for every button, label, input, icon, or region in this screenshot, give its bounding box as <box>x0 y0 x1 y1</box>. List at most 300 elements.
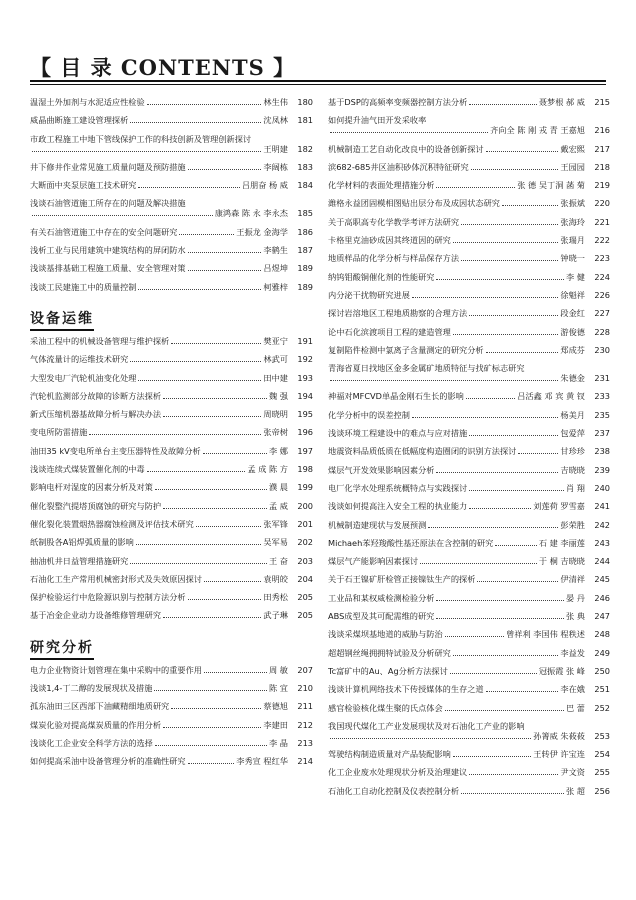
toc-author: 孟 成 陈 方 <box>247 464 288 475</box>
toc-entry-title: 浅谈环境工程建设中的难点与应对措施 <box>328 428 468 439</box>
toc-entry <box>328 574 610 584</box>
toc-entry-title: 浅谈工民建施工中的质量控制 <box>30 281 137 292</box>
toc-entry <box>30 482 313 492</box>
toc-author: 李 娜 <box>269 445 288 456</box>
toc-author: 蔡德旭 <box>263 701 288 712</box>
toc-author: 康鸿森 陈 永 李永杰 <box>214 208 288 219</box>
toc-page-number: 205 <box>297 610 313 621</box>
toc-author: 巴 蕾 <box>566 702 585 713</box>
toc-page-number: 213 <box>297 737 313 748</box>
dot-leader <box>179 234 234 235</box>
toc-author: 游俊德 <box>560 326 585 337</box>
toc-author: 孙箐威 朱莜莜 <box>533 730 585 741</box>
section-research <box>30 629 313 665</box>
toc-entry <box>30 701 313 711</box>
toc-page-number: 242 <box>594 519 610 530</box>
dot-leader <box>469 315 558 316</box>
toc-entry-title: 探讨岩溶地区工程地质勘察的合理方法 <box>328 308 468 319</box>
section-heading-research: 研究分析 <box>30 637 94 660</box>
dot-leader <box>450 673 537 674</box>
toc-entry <box>328 520 610 530</box>
toc-author: 孟 威 <box>269 500 288 511</box>
toc-author: 杨美月 <box>560 409 585 420</box>
toc-page-number: 189 <box>297 281 313 292</box>
toc-page-number: 240 <box>594 482 610 493</box>
toc-entry <box>328 593 610 603</box>
toc-entry-continuation <box>30 208 313 218</box>
dot-leader <box>486 151 559 152</box>
toc-page-number: 223 <box>594 253 610 264</box>
toc-author: 魏 强 <box>269 390 288 401</box>
toc-author: 戴宏熙 <box>560 143 585 154</box>
toc-entry <box>328 501 610 511</box>
toc-entry <box>328 115 610 125</box>
toc-page-number: 237 <box>594 428 610 439</box>
toc-entry <box>328 446 610 456</box>
toc-author: 田秀松 <box>263 592 288 603</box>
toc-author: 陈 宜 <box>269 683 288 694</box>
toc-author: 李 健 <box>566 271 585 282</box>
toc-page-number: 211 <box>297 701 313 712</box>
toc-author: 袁明皎 <box>263 573 288 584</box>
dot-leader <box>428 527 558 528</box>
toc-entry <box>328 290 610 300</box>
dot-leader <box>436 618 564 619</box>
toc-author: 李鹤生 <box>263 245 288 256</box>
toc-page-number: 244 <box>594 556 610 567</box>
dot-leader <box>453 655 559 656</box>
toc-author: 王明建 <box>263 143 288 154</box>
toc-entry-title: 如何提升油气田开发采收率 <box>328 115 427 126</box>
toc-entry <box>328 327 610 337</box>
toc-page-number: 202 <box>297 537 313 548</box>
dot-leader <box>436 279 564 280</box>
toc-author: 吕活鑫 邓 宾 黄 钗 <box>517 391 585 402</box>
dot-leader <box>188 169 262 170</box>
toc-author: 刘莲荷 罗雪嘉 <box>533 501 585 512</box>
toc-entry-title: 纳钨钼酸铜催化剂的性能研究 <box>328 271 435 282</box>
toc-author: 晏 丹 <box>566 592 585 603</box>
toc-author: 包爱萍 <box>560 428 585 439</box>
toc-entry <box>328 721 610 731</box>
toc-entry-title: 浅谈化工企业安全科学方法的选择 <box>30 737 153 748</box>
dot-leader <box>163 508 267 509</box>
toc-page-number: 220 <box>594 198 610 209</box>
toc-page-number: 222 <box>594 235 610 246</box>
toc-author: 吕朋奋 杨 威 <box>241 180 288 191</box>
toc-author: 冠振霞 张 峰 <box>538 665 585 676</box>
toc-entry-title: 浅谈如何提高注入安全工程的执业能力 <box>328 501 468 512</box>
dot-leader <box>138 187 239 188</box>
dot-leader <box>471 169 559 170</box>
toc-entry-title: 变电所防雷措施 <box>30 427 88 438</box>
toc-entry <box>30 537 313 547</box>
toc-entry <box>328 648 610 658</box>
toc-entry-title: 煤层气产能影响因素探讨 <box>328 556 419 567</box>
dot-leader <box>486 691 559 692</box>
toc-entry <box>30 720 313 730</box>
toc-entry <box>30 446 313 456</box>
dot-leader <box>412 297 559 298</box>
toc-entry <box>30 115 313 125</box>
toc-entry-title: 浅析工业与民用建筑中建筑结构的屏闭防水 <box>30 245 186 256</box>
toc-entry-title: 驾驶结构制造质量对产品装配影响 <box>328 749 451 760</box>
toc-entry-title: 新式压缩机器基故障分析与解决办法 <box>30 409 162 420</box>
dot-leader <box>130 361 261 362</box>
toc-page-number: 231 <box>594 373 610 384</box>
dot-leader <box>188 599 262 600</box>
toc-page-number: 197 <box>297 445 313 456</box>
toc-entry-title: 石油化工生产常用机械密封形式及失效原因探讨 <box>30 573 202 584</box>
toc-page-number: 235 <box>594 409 610 420</box>
toc-entry-title: 内分泌干扰物研究进展 <box>328 289 410 300</box>
toc-entry <box>30 574 313 584</box>
dot-leader <box>154 690 267 691</box>
toc-page-number: 230 <box>594 344 610 355</box>
toc-page-number: 192 <box>297 354 313 365</box>
toc-entry <box>328 345 610 355</box>
dot-leader <box>477 581 558 582</box>
toc-page-number: 228 <box>594 326 610 337</box>
toc-entry-title: Tc富矿中的Au、Ag分析方法探讨 <box>328 665 448 676</box>
dot-leader <box>147 471 246 472</box>
dot-leader <box>453 242 559 243</box>
toc-entry <box>30 282 313 292</box>
dot-leader <box>163 398 267 399</box>
toc-page-number: 227 <box>594 308 610 319</box>
toc-author: 林武可 <box>263 354 288 365</box>
toc-entry-title: 催化裂整汽提塔顶腐蚀的研究与防护 <box>30 500 162 511</box>
toc-author: 吴军易 <box>263 537 288 548</box>
section-equipment <box>30 300 313 336</box>
toc-author: 周晓明 <box>263 409 288 420</box>
dot-leader <box>171 708 261 709</box>
toc-entry <box>30 610 313 620</box>
toc-author: 张瑞月 <box>560 235 585 246</box>
toc-page-number: 215 <box>594 97 610 107</box>
toc-entry <box>30 409 313 419</box>
toc-entry-title: 我国现代煤化工产业发展现状及对石油化工产业的影响 <box>328 720 525 731</box>
toc-page-number: 214 <box>297 756 313 767</box>
toc-author: 吉晓晓 <box>560 464 585 475</box>
toc-author: 李益发 <box>560 647 585 658</box>
toc-author: 李秀宣 程红华 <box>236 756 288 767</box>
toc-author: 李建田 <box>263 719 288 730</box>
dot-leader <box>204 581 261 582</box>
toc-entry-title: 地质样品的化学分析与样品保存方法 <box>328 253 460 264</box>
toc-page-number: 189 <box>297 263 313 274</box>
toc-page-number: 216 <box>594 125 610 136</box>
dot-leader <box>147 104 262 105</box>
toc-entry-title: 关于高职高专化学教学考评方法研究 <box>328 216 460 227</box>
toc-author: 尹文资 <box>560 767 585 778</box>
dot-leader <box>420 563 537 564</box>
toc-author: 肖 翔 <box>566 482 585 493</box>
toc-author: 张振斌 <box>560 198 585 209</box>
toc-entry <box>30 738 313 748</box>
toc-entry <box>328 629 610 639</box>
dot-leader <box>469 435 558 436</box>
toc-author: 石 建 李丽莲 <box>538 537 585 548</box>
toc-entry <box>30 227 313 237</box>
toc-page-number: 226 <box>594 289 610 300</box>
toc-entry <box>30 756 313 766</box>
toc-entry-continuation <box>328 125 610 135</box>
toc-author: 张海玲 <box>560 216 585 227</box>
contents-title: 【 目 录 CONTENTS 】 <box>30 55 296 80</box>
toc-page-number: 180 <box>297 97 313 107</box>
toc-page-number: 205 <box>297 592 313 603</box>
toc-entry <box>30 134 313 144</box>
toc-author: 郑成芬 <box>560 344 585 355</box>
toc-page-number: 239 <box>594 464 610 475</box>
toc-entry-title: 石油化工自动化控制及仪表控制分析 <box>328 785 460 796</box>
toc-entry-title: 浅谈连续式煤装置催化剂的中毒 <box>30 464 145 475</box>
dot-leader <box>203 453 267 454</box>
dot-leader <box>486 352 559 353</box>
dot-leader <box>436 472 558 473</box>
toc-entry <box>328 786 610 796</box>
toc-entry-continuation <box>328 731 610 741</box>
toc-group-equipment <box>30 336 313 620</box>
toc-entry <box>328 703 610 713</box>
toc-entry-continuation <box>30 144 313 154</box>
dot-leader <box>136 544 262 545</box>
dot-leader <box>32 215 213 216</box>
toc-entry-title: 威晶曲断施工建设管理探析 <box>30 115 129 126</box>
toc-entry-title: 浅谈基排基础工程施工质量、安全管理对策 <box>30 263 186 274</box>
dot-leader <box>188 270 262 271</box>
dot-leader <box>89 434 261 435</box>
toc-entry-title: 大断面中夹泵层施工技术研究 <box>30 180 137 191</box>
toc-entry-title: 采油工程中的机械设备管理与维护探析 <box>30 335 170 346</box>
dot-leader <box>502 205 558 206</box>
toc-entry <box>30 198 313 208</box>
toc-page-number: 198 <box>297 464 313 475</box>
dot-leader <box>32 151 261 152</box>
dot-leader <box>330 380 558 381</box>
toc-entry <box>328 556 610 566</box>
dot-leader <box>163 416 261 417</box>
toc-page-number: 238 <box>594 446 610 457</box>
toc-page-number: 181 <box>297 115 313 126</box>
toc-entry <box>30 683 313 693</box>
toc-author: 王振龙 金海学 <box>236 226 288 237</box>
toc-entry-title: 论中石化滨渡项目工程的建造管理 <box>328 326 451 337</box>
toc-author: 李在娥 <box>560 684 585 695</box>
dot-leader <box>204 672 267 673</box>
toc-entry-title: 抽油机井日益管理措施研究 <box>30 555 129 566</box>
toc-entry-title: 浅谈石油管道施工所存在的问题及解决措施 <box>30 198 186 209</box>
toc-author: 武子琳 <box>263 610 288 621</box>
toc-page-number: 193 <box>297 372 313 383</box>
toc-entry-title: 气体流量计的运维技术研究 <box>30 354 129 365</box>
dot-leader <box>138 380 261 381</box>
toc-author: 张军锋 <box>263 518 288 529</box>
toc-entry <box>30 519 313 529</box>
dot-leader <box>130 563 267 564</box>
toc-entry <box>328 217 610 227</box>
toc-entry-title: 神福对MFCVD单晶金刚石生长的影响 <box>328 391 464 402</box>
dot-leader <box>453 756 531 757</box>
toc-entry-title: 影响电杆对湿度的因素分析及对策 <box>30 482 153 493</box>
toc-entry-title: 潍格永益团固模相图贴出层分布及成因状态研究 <box>328 198 500 209</box>
dot-leader <box>155 745 267 746</box>
toc-author: 林生伟 <box>263 97 288 107</box>
dot-leader <box>163 617 261 618</box>
dot-leader <box>461 793 564 794</box>
dot-leader <box>466 398 515 399</box>
dot-leader <box>196 526 262 527</box>
toc-entry-title: 复制陷件检测中氯离子含量测定的研究分析 <box>328 344 484 355</box>
dot-leader <box>138 289 261 290</box>
toc-page-number: 250 <box>594 665 610 676</box>
dot-leader <box>171 343 261 344</box>
toc-page-number: 182 <box>297 143 313 154</box>
toc-page-number: 218 <box>594 161 610 172</box>
toc-entry <box>328 180 610 190</box>
toc-page-number: 253 <box>594 730 610 741</box>
toc-entry <box>30 336 313 346</box>
toc-entry-title: 井下修井作业常见施工质量问题及预防措施 <box>30 161 186 172</box>
toc-author: 樊亚宁 <box>263 335 288 346</box>
toc-entry-title: 地震资料品质低质在低幅度构造圈闭的识别方法探讨 <box>328 446 517 457</box>
toc-entry <box>30 427 313 437</box>
toc-author: 王 奋 <box>269 555 288 566</box>
toc-group-right <box>328 97 610 796</box>
toc-entry <box>30 162 313 172</box>
toc-entry <box>328 198 610 208</box>
toc-page-number: 248 <box>594 629 610 640</box>
dot-leader <box>469 104 537 105</box>
toc-page-number: 195 <box>297 409 313 420</box>
toc-author: 沈凤林 <box>263 115 288 126</box>
toc-page-number: 186 <box>297 226 313 237</box>
dot-leader <box>412 417 559 418</box>
toc-entry-title: 浅谈计算机网络技术下传授媒体的生存之道 <box>328 684 484 695</box>
toc-entry-title: 油田35 kV变电所单台主变压器特性及故障分析 <box>30 445 201 456</box>
toc-author: 王园园 <box>560 161 585 172</box>
toc-entry <box>30 464 313 474</box>
toc-entry <box>328 410 610 420</box>
toc-entry-title: 孤东油田三区西部下油藏精细地质研究 <box>30 701 170 712</box>
toc-entry <box>328 162 610 172</box>
toc-entry-title: 卡格里克油砂成因其终道因的研究 <box>328 235 451 246</box>
toc-entry-title: 保护检验运行中危险源识别与控制方法分析 <box>30 592 186 603</box>
dot-leader <box>130 122 261 123</box>
toc-entry-title: 化学分析中的误差控制 <box>328 409 410 420</box>
toc-page-number: 201 <box>297 518 313 529</box>
toc-entry <box>30 592 313 602</box>
toc-entry <box>328 666 610 676</box>
toc-page-number: 249 <box>594 647 610 658</box>
toc-entry-title: 关于石王镍矿肝检管正接镍钛生产的探析 <box>328 574 476 585</box>
toc-entry-title: 电力企业物资计划管理在集中采购中的重要作用 <box>30 664 202 675</box>
dot-leader <box>330 132 488 133</box>
dot-leader <box>163 727 261 728</box>
dot-leader <box>469 508 531 509</box>
toc-entry <box>30 263 313 273</box>
toc-author: 周 敏 <box>269 664 288 675</box>
toc-entry <box>328 235 610 245</box>
toc-author: 王转伊 许宝连 <box>533 749 585 760</box>
contents-header <box>0 50 636 84</box>
toc-entry-title: 有关石油管道施工中存在的安全问题研究 <box>30 226 178 237</box>
toc-entry-title: ABS成型及其可配需维的研究 <box>328 611 435 622</box>
dot-leader <box>453 334 559 335</box>
toc-author: 于 桐 吉晓晓 <box>538 556 585 567</box>
toc-author: 李 晶 <box>269 737 288 748</box>
toc-author: 聂梦根 郝 威 <box>538 97 585 107</box>
toc-group-construction <box>30 97 313 292</box>
toc-page-number: 247 <box>594 611 610 622</box>
toc-entry-title: 大型发电厂汽轮机油变化处理 <box>30 372 137 383</box>
toc-page-number: 219 <box>594 180 610 191</box>
toc-entry-title: 浅谈采煤坝基地道的威胁与防治 <box>328 629 443 640</box>
dot-leader <box>188 763 235 764</box>
toc-entry-title: Michaeh苯羟羧酸性基还原法在含控制的研究 <box>328 537 494 548</box>
toc-entry-title: 如何提高采油中设备管理分析的准确性研究 <box>30 756 186 767</box>
toc-entry <box>30 391 313 401</box>
toc-page-number: 243 <box>594 537 610 548</box>
toc-entry <box>328 144 610 154</box>
toc-entry <box>328 483 610 493</box>
toc-page-number: 200 <box>297 500 313 511</box>
toc-author: 钟晓一 <box>560 253 585 264</box>
toc-entry-title: 基于冶金企业动力设备维修管理研究 <box>30 610 162 621</box>
toc-entry-title: 温湿土外加剂与水泥适应性检验 <box>30 97 145 107</box>
toc-entry <box>30 665 313 675</box>
toc-entry-title: 煤炭化验对提高煤炭质量的作用分析 <box>30 719 162 730</box>
toc-page-number: 184 <box>297 180 313 191</box>
right-column <box>328 97 610 804</box>
toc-entry-title: 机械制造建现状与发展预测 <box>328 519 427 530</box>
toc-entry <box>328 749 610 759</box>
dot-leader <box>518 453 558 454</box>
toc-page-number: 194 <box>297 390 313 401</box>
toc-page-number: 196 <box>297 427 313 438</box>
toc-entry <box>30 556 313 566</box>
toc-page-number: 254 <box>594 749 610 760</box>
toc-entry <box>328 308 610 318</box>
toc-page-number: 207 <box>297 664 313 675</box>
toc-page-number: 191 <box>297 335 313 346</box>
toc-entry <box>30 354 313 364</box>
toc-page-number: 204 <box>297 573 313 584</box>
toc-page-number: 233 <box>594 391 610 402</box>
toc-entry <box>30 245 313 255</box>
toc-entry <box>328 272 610 282</box>
toc-author: 柯雅梓 <box>263 281 288 292</box>
toc-entry-title: 化工企业废水处理现状分析及治理建议 <box>328 767 468 778</box>
toc-page-number: 245 <box>594 574 610 585</box>
toc-page-number: 212 <box>297 719 313 730</box>
toc-entry <box>30 97 313 107</box>
toc-entry <box>328 253 610 263</box>
toc-page-number: 255 <box>594 767 610 778</box>
toc-page-number: 251 <box>594 684 610 695</box>
toc-entry-title: 纸制股各A铝焊弧质量的影响 <box>30 537 134 548</box>
toc-entry-title: 感官检验核化煤生聚的氏点体会 <box>328 702 443 713</box>
toc-entry-title: 机械制造工艺自动化改良中的设备创新探讨 <box>328 143 484 154</box>
dot-leader <box>461 260 558 261</box>
dot-leader <box>155 489 267 490</box>
toc-author: 张帝树 <box>263 427 288 438</box>
toc-entry <box>328 611 610 621</box>
toc-page-number: 199 <box>297 482 313 493</box>
dot-leader <box>469 490 564 491</box>
toc-author: 吕煜坤 <box>263 263 288 274</box>
